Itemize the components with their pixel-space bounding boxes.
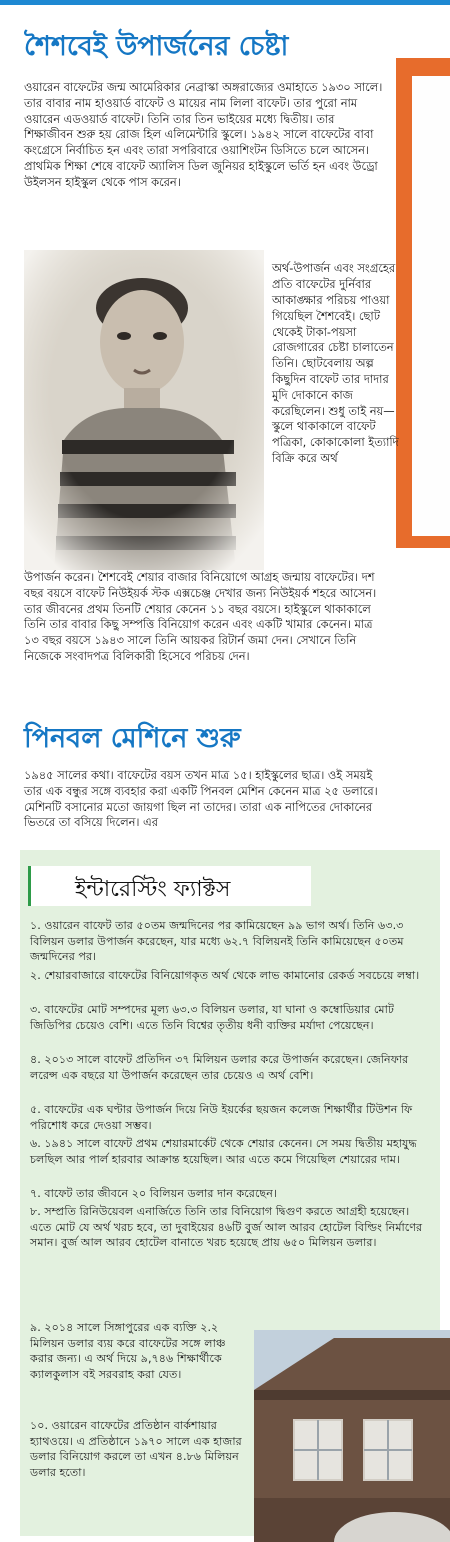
continued-paragraph: উপার্জন করেন। শৈশবেই শেয়ার বাজার বিনিয়োগে আগ্রহ জন্মায় বাফেটের। দশ বছর বয়সে বাফেট নিউইয়র্ক স্টক এক্সচেঞ্জ দেখার জন্য নিউইয়র্ক শহরে আসেন। তার জীবনের প্রথম তিনটি শেয়ার কেনেন ১১ বছর বয়সে। হাইস্কুলে থাকাকালে তিনি তার বাবার কিছু সম্পত্তি বিনিয়োগ করেন এবং একটি খামার কেনেন। মাত্র ১৩ বছর বয়সে ১৯৪৩ সালে তিনি আয়কর রিটার্ন জমা দেন। সেখানে তিনি নিজেকে সংবাদপত্র বিলিকারী হিসেবে পরিচয় দেন।	[24, 570, 377, 663]
fact-item-6: ৬. ১৯৪১ সালে বাফেট প্রথম শেয়ারমার্কেট থেকে শেয়ার কেনেন। সে সময় দ্বিতীয় মহাযুদ্ধ চলছিল আর পার্ল হারবার আক্রান্ত হয়েছিল। আর এতে কমে গিয়েছিল শেয়ারের দাম।	[30, 1137, 417, 1166]
fact-item-9: ৯. ২০১৪ সালে সিঙ্গাপুরের এক ব্যক্তি ২.২ মিলিয়ন ডলার ব্যয় করে বাফেটের সঙ্গে লাঞ্চ করার জন্য। এ অর্থ দিয়ে ৯,৭৪৬ শিক্ষার্থীকে ক্যালকুলাস বই সরবরাহ করা যেত।	[30, 1321, 226, 1381]
section2-paragraph: ১৯৪৫ সালের কথা। বাফেটের বয়স তখন মাত্র ১৫। হাইস্কুলের ছাত্র। ওই সময়ই তার এক বন্ধুর সঙ্গে ব্যবহার করা একটি পিনবল মেশিন কেনেন মাত্র ২৫ ডলারে। মেশিনটি বসানোর মতো জায়গা ছিল না তাদের। তারা এক নাপিতের দোকানের ভিতরে তা বসিয়ে দিলেন। এর	[24, 768, 378, 830]
facts-title: ইন্টারেস্টিং ফ্যাক্টস	[75, 877, 231, 902]
childhood-photo	[24, 250, 264, 570]
fact-item-3: ৩. বাফেটের মোট সম্পদের মূল্য ৬৩.৩ বিলিয়ন ডলার, যা ঘানা ও কম্বোডিয়ার মোট জিডিপির চেয়েও বেশি। এতে তিনি বিশ্বের তৃতীয় ধনী ব্যক্তির মর্যাদা পেয়েছেন।	[30, 1003, 394, 1032]
orange-frame-inner	[412, 76, 450, 536]
facts-title-box	[28, 866, 311, 906]
fact-item-7: ৭. বাফেট তার জীবনে ২০ বিলিয়ন ডলার দান করেছেন।	[30, 1187, 277, 1200]
headline: শৈশবেই উপার্জনের চেষ্টা	[24, 31, 289, 62]
fact-item-1: ১. ওয়ারেন বাফেট তার ৫০তম জন্মদিনের পর কামিয়েছেন ৯৯ ভাগ অর্থ। তিনি ৬৩.৩ বিলিয়ন ডলার উপার্জন করেছেন, যার মধ্যে ৬২.৭ বিলিয়নই তিনি কামিয়েছেন ৫০তম জন্মদিনের পর।	[30, 919, 404, 964]
building-photo	[254, 1330, 450, 1542]
fact-item-8: ৮. সম্প্রতি রিনিউয়েবল এনার্জিতে তিনি তার বিনিয়োগ দ্বিগুণ করতে আগ্রহী হয়েছেন। এতে মোট যে অর্থ খরচ হবে, তা দুবাইয়ের ৪৬টি বুর্জ আল আরব হোটেল বিল্ডিং নির্মাণের সমান। বুর্জ আল আরব হোটেল বানাতে খরচ হয়েছে প্রায় ৬৫০ মিলিয়ন ডলার।	[30, 1205, 423, 1250]
top-rule	[0, 0, 450, 5]
section-heading-pinball: পিনবল মেশিনে শুরু	[24, 723, 241, 754]
side-column-text: অর্থ-উপার্জন এবং সংগ্রহের প্রতি বাফেটের দুর্নিবার আকাঙ্ক্ষার পরিচয় পাওয়া গিয়েছিল শৈশবেই। ছোট থেকেই টাকা-পয়সা রোজগারের চেষ্টা চালাতেন তিনি। ছোটবেলায় অল্প কিছুদিন বাফেট তার দাদার মুদি দোকানে কাজ করেছিলেন। শুধু তাই নয়— স্কুলে থাকাকালে বাফেট পত্রিকা, কোকাকোলা ইত্যাদি বিক্রি করে অর্থ	[272, 261, 399, 465]
fact-item-2: ২. শেয়ারবাজারে বাফেটের বিনিয়োগকৃত অর্থ থেকে লাভ কামানোর রেকর্ড সবচেয়ে লম্বা।	[30, 969, 420, 982]
fact-item-4: ৪. ২০১৩ সালে বাফেট প্রতিদিন ৩৭ মিলিয়ন ডলার করে উপার্জন করেছেন। জেনিফার লরেন্স এক বছরে যা উপার্জন করেছেন তার চেয়েও এ অর্থ বেশি।	[30, 1053, 409, 1082]
fact-item-10: ১০. ওয়ারেন বাফেটের প্রতিষ্ঠান বার্কশায়ার হ্যাথওয়ে। এ প্রতিষ্ঠানে ১৯৭০ সালে এক হাজার ডলার বিনিয়োগ করলে তা এখন ৪.৮৬ মিলিয়ন ডলার হতো।	[30, 1419, 242, 1479]
intro-paragraph: ওয়ারেন বাফেটের জন্ম আমেরিকার নেব্রাস্কা অঙ্গরাজ্যের ওমাহাতে ১৯৩০ সালে। তার বাবার নাম হাওয়ার্ড বাফেট ও মায়ের নাম লিলা বাফেট। তার পুরো নাম ওয়ারেন এডওয়ার্ড বাফেট। তিনি তার তিন ভাইয়ের মধ্যে দ্বিতীয়। তার শিক্ষাজীবন শুরু হয় রোজ হিল এলিমেন্টারি স্কুলে। ১৯৪২ সালে বাফেটের বাবা কংগ্রেসে নির্বাচিত হন এবং তারা সপরিবারে ওয়াশিংটন ডিসিতে চলে আসেন। প্রাথমিক শিক্ষা শেষে বাফেট অ্যালিস ডিল জুনিয়র হাইস্কুলে ভর্তি হন এবং উড্রো উইলসন হাইস্কুল থেকে পাস করেন।	[24, 80, 383, 189]
fact-item-5: ৫. বাফেটের এক ঘণ্টার উপার্জন দিয়ে নিউ ইয়র্কের ছয়জন কলেজ শিক্ষার্থীর টিউশন ফি পরিশোধ করে দেওয়া সম্ভব।	[30, 1103, 413, 1132]
